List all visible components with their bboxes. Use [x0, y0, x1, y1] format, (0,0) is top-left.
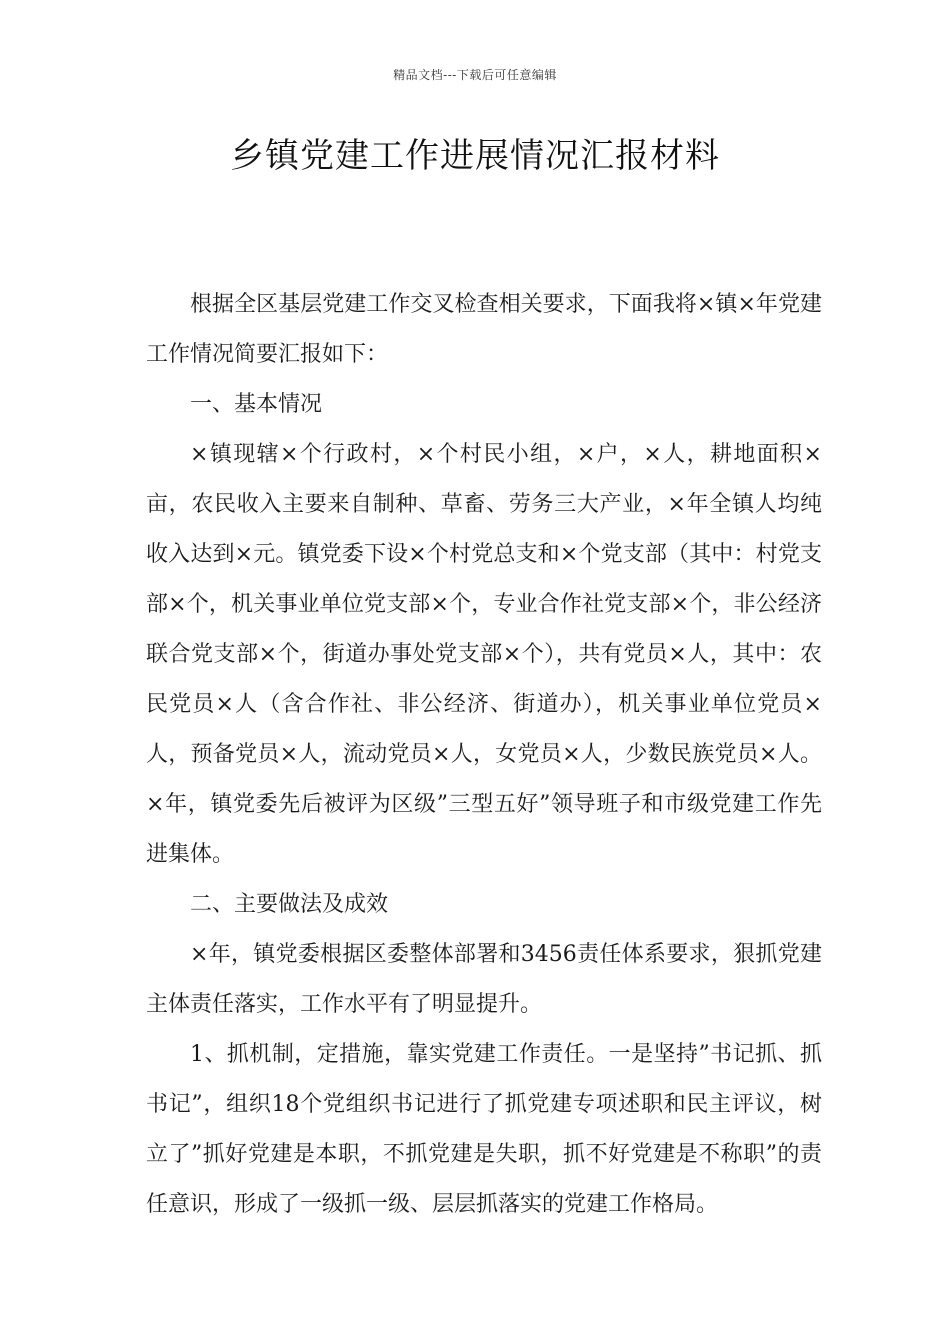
document-title: 乡镇党建工作进展情况汇报材料	[230, 136, 720, 176]
paragraph-intro: 根据全区基层党建工作交叉检查相关要求，下面我将×镇×年党建工作情况简要汇报如下：	[146, 292, 822, 367]
paragraph-mechanism: 1、抓机制，定措施，靠实党建工作责任。一是坚持”书记抓、抓书记”，组织18个党组织书记进行了抓党建专项述职和民主评议，树立了”抓好党建是本职，不抓党建是失职，抓不好党建是不称职”的责任意识，形成了一级抓一级、层层抓落实的党建工作格局。	[146, 1042, 822, 1217]
page-header: 精品文档---下载后可任意编辑	[393, 68, 557, 82]
section-heading-main-practices: 二、主要做法及成效	[190, 892, 389, 917]
document-body	[146, 280, 822, 1230]
paragraph-basic-situation: ×镇现辖×个行政村，×个村民小组，×户，×人，耕地面积×亩，农民收入主要来自制种、草畜、劳务三大产业，×年全镇人均纯收入达到×元。镇党委下设×个村党总支和×个党支部（其中：村党支部×个，机关事业单位党支部×个，专业合作社党支部×个，非公经济联合党支部×个，街道办事处党支部×个），共有党员×人，其中：农民党员×人（含合作社、非公经济、街道办），机关事业单位党员×人，预备党员×人，流动党员×人，女党员×人，少数民族党员×人。×年，镇党委先后被评为区级”三型五好”领导班子和市级党建工作先进集体。	[146, 442, 822, 867]
paragraph-main-practices: ×年，镇党委根据区委整体部署和3456责任体系要求，狠抓党建主体责任落实，工作水平有了明显提升。	[146, 942, 822, 1017]
section-heading-basic-situation: 一、基本情况	[190, 392, 323, 417]
